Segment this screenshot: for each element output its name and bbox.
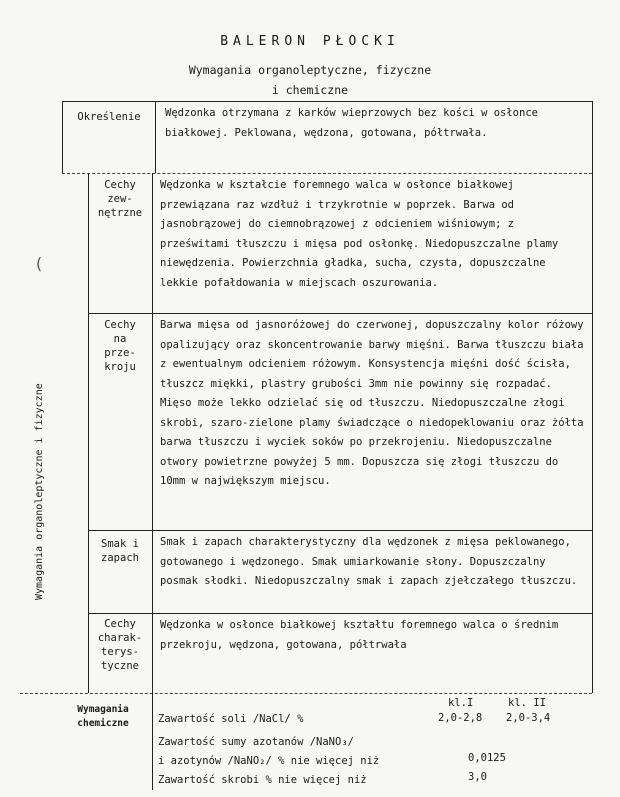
feature-label-line: kroju [104, 361, 136, 373]
feature-label-line: tyczne [101, 660, 139, 672]
feature-text-external: Wędzonka w kształcie foremnego walca w osłonce białkowej przewiązana raz wzdłuż i trzykrotnie w poprzek. Barwa od jasnobrązowej do ciemnobrązowej z odcieniem wiśniowym; z prześwitami tłuszczu i mięsa pod osłonkę. Niedopuszczalne plamy niewędzenia. Powierzchnia gładka, sucha, czysta, dopuszczalne lekkie pofałdowania w miejscach oszurowania. [160, 179, 559, 289]
chemical-value-class-1: 3,0 [468, 771, 487, 783]
table-left-border [62, 101, 63, 173]
feature-label-line: zapach [101, 552, 139, 564]
feature-label-line: Cechy [104, 319, 136, 331]
feature-text-taste: Smak i zapach charakterystyczny dla wędzonek z mięsa peklowanego, gotowanego i wędzonego. Smak umiarkowanie słony. Dopuszczalny posmak słodki. Niedopuszczalny smak i zapach zjełczałego tłuszczu. [160, 536, 578, 587]
feature-label-cross-section [90, 318, 150, 374]
row-divider-1 [88, 313, 592, 314]
row-divider-2 [88, 530, 592, 531]
document-subtitle [0, 60, 620, 100]
chemical-divider [152, 693, 153, 790]
class-1-header: kl.I [448, 697, 474, 709]
feature-label-line: zew- [107, 193, 133, 205]
definition-label: Określenie [77, 111, 141, 123]
feature-label-line: na [113, 333, 127, 345]
feature-label-line: nętrzne [97, 207, 143, 219]
section-left-border [88, 173, 89, 693]
chemical-row-text: i azotynów /NaNO₂/ % nie więcej niż [158, 755, 380, 767]
chemical-value-class-1: 0,0125 [468, 752, 506, 764]
chemical-row-text: Zawartość sumy azotanów /NaNO₃/ [158, 736, 354, 748]
chemical-label-line: Wymagania [77, 704, 129, 715]
table-right-border [592, 101, 593, 173]
feature-label-characteristic [90, 617, 150, 673]
chemical-label [56, 703, 150, 731]
features-right-border [592, 173, 593, 693]
definition-divider [155, 101, 156, 173]
chemical-value-class-1: 2,0-2,8 [438, 712, 483, 724]
feature-label-line: charak- [97, 632, 143, 644]
feature-label-line: Cechy [104, 618, 136, 630]
definition-bottom-border [62, 173, 592, 174]
subtitle-line-1: Wymagania organoleptyczne, fizyczne [188, 63, 432, 77]
organoleptic-section-label: Wymagania organoleptyczne i fizyczne [34, 383, 45, 600]
features-bottom-border [20, 693, 592, 694]
scan-mark: ( [34, 254, 44, 273]
feature-text-characteristic: Wędzonka w osłonce białkowej kształtu foremnego walca o średnim przekroju, wędzona, gotowana, półtrwała [160, 619, 559, 651]
chemical-row-text: Zawartość skrobi % nie więcej niż [158, 774, 367, 786]
chemical-row-text: Zawartość soli /NaCl/ % [158, 713, 304, 725]
chemical-row [158, 712, 303, 726]
chemical-row [158, 735, 354, 749]
definition-text: Wędzonka otrzymana z karków wieprzowych bez kości w osłonce białkowej. Peklowana, wędzona, gotowana, półtrwała. [165, 107, 538, 139]
label-col-divider [152, 173, 153, 693]
feature-label-line: prze- [104, 347, 136, 359]
table-top-border [62, 101, 592, 102]
subtitle-line-2: i chemiczne [271, 83, 349, 97]
chemical-row [158, 773, 367, 787]
feature-label-line: Cechy [104, 179, 136, 191]
row-divider-3 [88, 613, 592, 614]
feature-text-cross-section: Barwa mięsa od jasnoróżowej do czerwonej, dopuszczalny kolor różowy opalizujący oraz skoncentrowanie barwy mięśni. Barwa tłuszczu biała z ewentualnym odcieniem różowym. Konsystencja mięśni dość ścisła, tłuszcz miękki, plastry grubości 3mm nie powinny się rozpadać. Mięso może lekko odzielać się od tłuszczu. Niedopuszczalne złogi skrobi, szaro-zielone plamy świadczące o niedopeklowaniu oraz żółta barwa tłuszczu i wyciek soków po przekrojeniu. Niedopuszczalne otwory powietrzne powyżej 5 mm. Dopuszcza się złogi tłuszczu do 10mm w największym miejscu. [160, 319, 584, 487]
chemical-label-line: chemiczne [77, 718, 129, 729]
feature-label-external [90, 178, 150, 220]
feature-label-line: Smak i [101, 538, 139, 550]
feature-label-line: terys- [101, 646, 139, 658]
chemical-value-class-2: 2,0-3,4 [506, 712, 551, 724]
feature-label-taste [90, 537, 150, 565]
chemical-row [158, 754, 379, 768]
document-title: BALERON PŁOCKI [220, 34, 400, 49]
class-2-header: kl. II [508, 697, 546, 709]
